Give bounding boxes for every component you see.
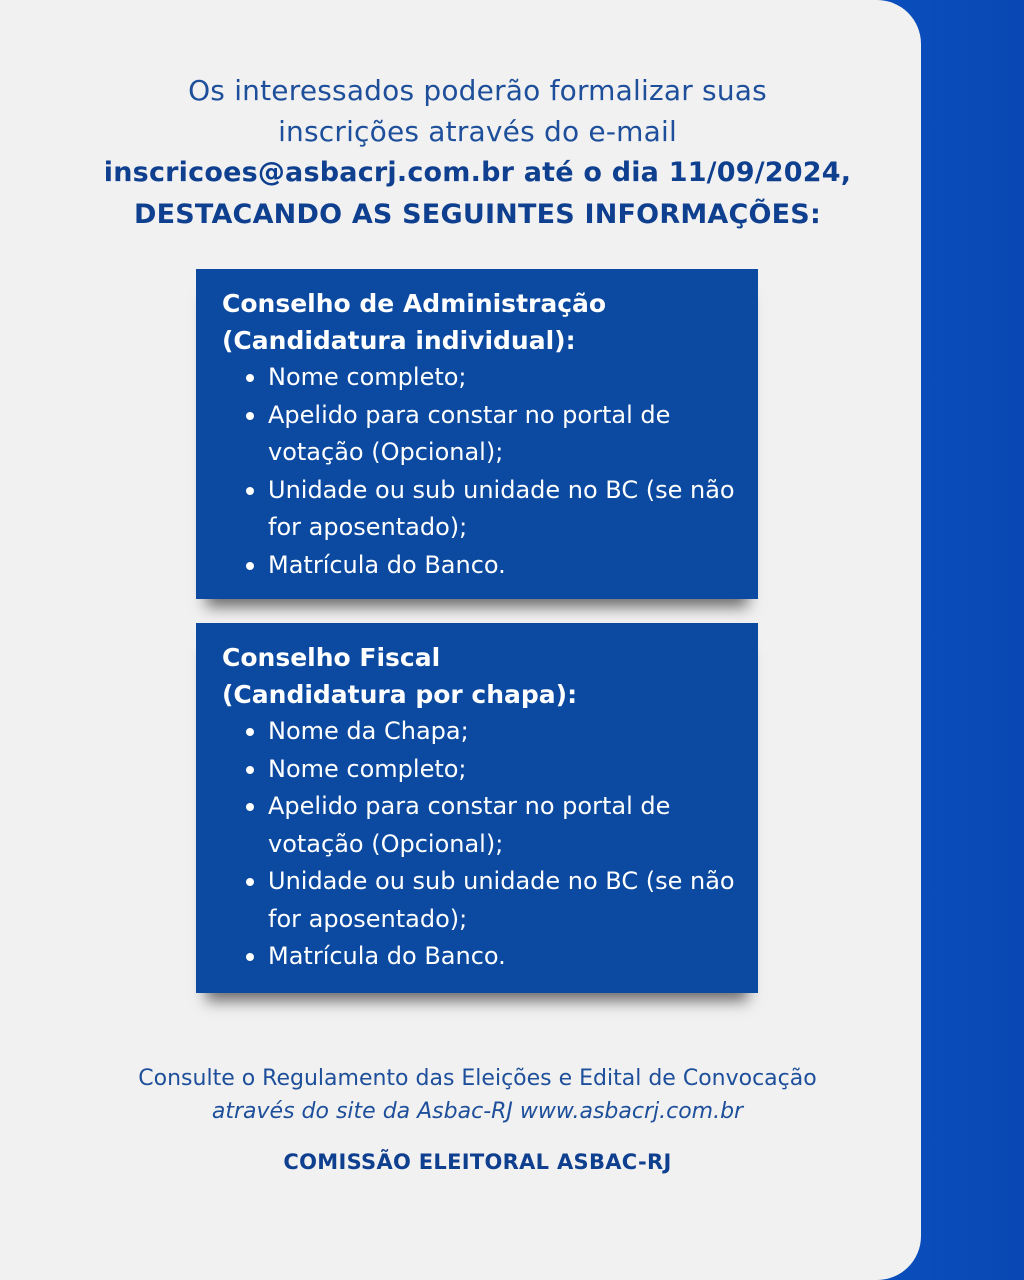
bullet-icon <box>246 728 254 736</box>
bullet-icon <box>246 487 254 495</box>
box-title <box>222 639 738 713</box>
box-title-line-2: (Candidatura por chapa): <box>222 680 578 709</box>
list-item-text: Apelido para constar no portal de votação (Opcional); <box>268 400 671 466</box>
footer <box>0 1062 955 1174</box>
bullet-icon <box>246 374 254 382</box>
requirements-list <box>222 359 738 584</box>
bullet-icon <box>246 766 254 774</box>
list-item-text: Matrícula do Banco. <box>268 942 506 970</box>
box-conselho-administracao <box>196 269 758 599</box>
requirements-list <box>222 713 738 976</box>
list-item <box>222 938 738 976</box>
list-item <box>222 397 738 472</box>
box-title-line-2: (Candidatura individual): <box>222 326 576 355</box>
list-item <box>222 863 738 938</box>
intro-email-deadline: inscricoes@asbacrj.com.br até o dia 11/09/2024, <box>103 157 852 188</box>
footer-line-2: através do site da Asbac-RJ www.asbacrj.com.br <box>211 1099 744 1124</box>
intro-text <box>0 70 955 236</box>
list-item-text: Nome da Chapa; <box>268 717 469 745</box>
list-item <box>222 788 738 863</box>
list-item-text: Unidade ou sub unidade no BC (se não for aposentado); <box>268 475 735 541</box>
list-item <box>222 547 738 585</box>
list-item-text: Apelido para constar no portal de votação (Opcional); <box>268 792 671 858</box>
bullet-icon <box>246 412 254 420</box>
bullet-icon <box>246 953 254 961</box>
list-item-text: Matrícula do Banco. <box>268 550 506 579</box>
footer-line-1: Consulte o Regulamento das Eleições e Edital de Convocação <box>138 1066 817 1091</box>
box-conselho-fiscal <box>196 623 758 993</box>
bullet-icon <box>246 803 254 811</box>
intro-line-1: Os interessados poderão formalizar suas <box>188 74 767 107</box>
signature: COMISSÃO ELEITORAL ASBAC-RJ <box>283 1150 672 1174</box>
bullet-icon <box>246 878 254 886</box>
list-item <box>222 472 738 547</box>
box-title-line-1: Conselho Fiscal <box>222 643 441 672</box>
list-item <box>222 713 738 751</box>
list-item-text: Unidade ou sub unidade no BC (se não for aposentado); <box>268 867 735 933</box>
intro-line-2: inscrições através do e-mail <box>278 115 677 148</box>
list-item-text: Nome completo; <box>268 754 467 783</box>
box-title <box>222 285 738 359</box>
box-title-line-1: Conselho de Administração <box>222 289 607 318</box>
bullet-icon <box>246 562 254 570</box>
list-item-text: Nome completo; <box>268 363 467 391</box>
list-item <box>222 359 738 397</box>
list-item <box>222 751 738 789</box>
intro-heading: DESTACANDO AS SEGUINTES INFORMAÇÕES: <box>134 199 821 230</box>
